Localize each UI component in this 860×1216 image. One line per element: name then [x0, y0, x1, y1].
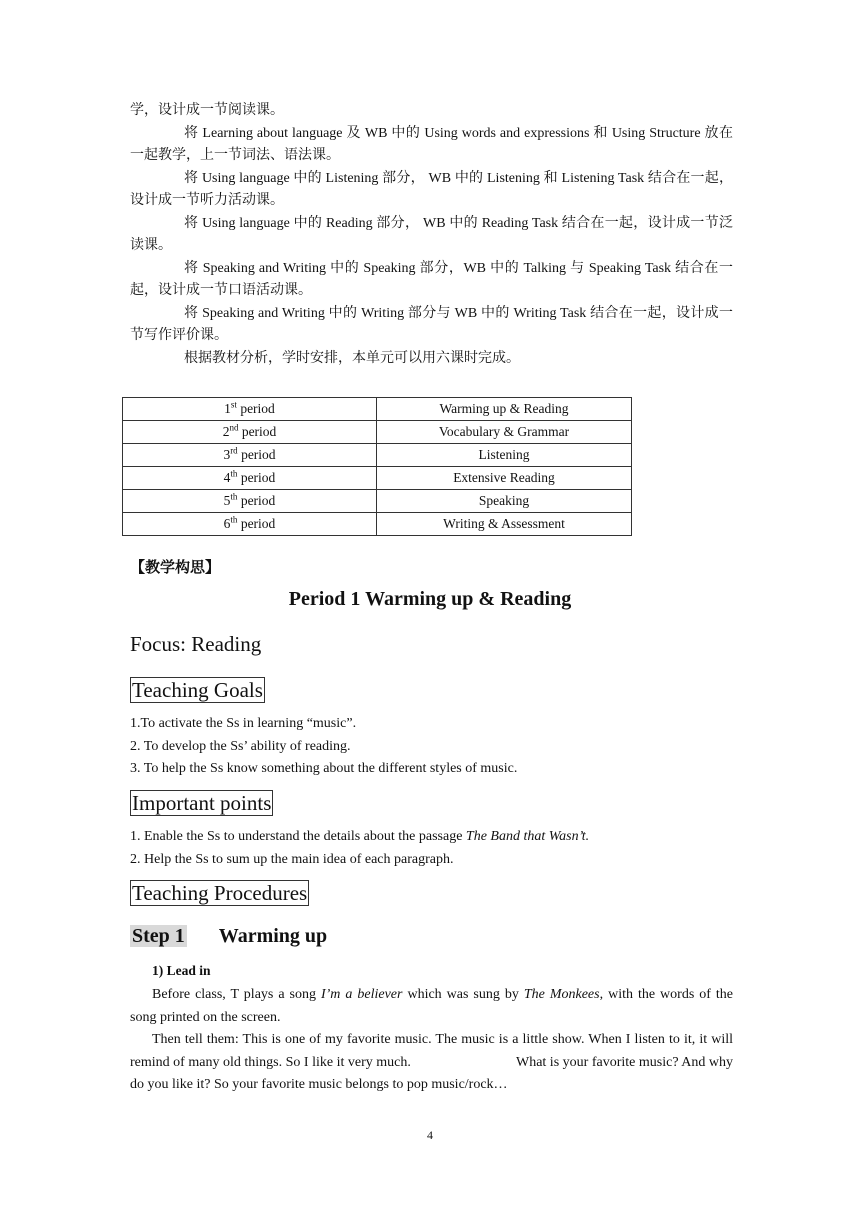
lead-in-heading: 1) Lead in [152, 963, 211, 978]
period-content-cell: Speaking [377, 490, 632, 513]
intro-para-6: 根据教材分析，学时安排，本单元可以用六课时完成。 [184, 350, 520, 366]
period-word: period [237, 516, 276, 531]
period-ordinal-suffix: th [230, 468, 238, 479]
points-heading: Important points [132, 791, 272, 815]
intro-para-1: 将 Learning about language 及 WB 中的 Using words and expressions 和 Using Structure 放在一起教学，上一节词法、语法课。 [130, 125, 733, 163]
goal-item: 2. To develop the Ss’ ability of reading. [130, 738, 351, 754]
period-ordinal-suffix: rd [230, 445, 238, 456]
page-number: 4 [427, 1128, 433, 1142]
period-label-cell [123, 467, 377, 490]
period-label-cell [123, 513, 377, 536]
procedures-heading: Teaching Procedures [132, 881, 308, 905]
goals-heading: Teaching Goals [132, 678, 263, 702]
intro-para-3: 将 Using language 中的 Reading 部分， WB 中的 Reading Task 结合在一起，设计成一节泛读课。 [130, 215, 733, 253]
intro-para-5: 将 Speaking and Writing 中的 Writing 部分与 WB 中的 Writing Task 结合在一起，设计成一节写作评价课。 [130, 305, 733, 343]
period-word: period [236, 401, 275, 416]
passage-title: The Band that Wasn’t. [465, 829, 590, 844]
period-row [123, 444, 632, 467]
period-number: 2 [222, 424, 230, 439]
period-number: 6 [223, 516, 231, 531]
goals-heading-box [130, 677, 265, 703]
intro-para-2: 将 Using language 中的 Listening 部分， WB 中的 Listening 和 Listening Task 结合在一起，设计成一节听力活动课。 [130, 170, 733, 208]
point-item-2: 2. Help the Ss to sum up the main idea of each paragraph. [130, 851, 454, 867]
lead-text-c: , with the words of the song printed on the screen. [130, 987, 733, 1025]
period-plan-table [122, 397, 632, 536]
period-content-cell: Vocabulary & Grammar [377, 421, 632, 444]
period-row [123, 467, 632, 490]
period-title: Period 1 Warming up & Reading [288, 588, 572, 610]
procedures-heading-box [130, 880, 309, 906]
period-number: 4 [223, 470, 231, 485]
period-content-cell: Extensive Reading [377, 467, 632, 490]
period-row [123, 398, 632, 421]
period-content-cell: Writing & Assessment [377, 513, 632, 536]
period-word: period [237, 493, 276, 508]
intro-line-0: 学，设计成一节阅读课。 [130, 103, 284, 118]
step-number: Step 1 [132, 925, 185, 947]
points-heading-box [130, 790, 273, 816]
period-ordinal-suffix: th [230, 491, 238, 502]
goal-item: 3. To help the Ss know something about the different styles of music. [130, 761, 518, 776]
lead-in-body [130, 984, 737, 1097]
period-ordinal-suffix: nd [229, 422, 239, 433]
period-word: period [238, 424, 277, 439]
period-number: 3 [223, 447, 231, 462]
points-list [130, 826, 589, 871]
lead-para [130, 984, 733, 1029]
period-label-cell [123, 398, 377, 421]
intro-para-4: 将 Speaking and Writing 中的 Speaking 部分，WB 中的 Talking 与 Speaking Task 结合在一起，设计成一节口语活动课。 [130, 260, 733, 298]
period-ordinal-suffix: th [230, 514, 238, 525]
period-label-cell [123, 444, 377, 467]
period-content-cell: Warming up & Reading [377, 398, 632, 421]
period-row [123, 513, 632, 536]
goal-item: 1.To activate the Ss in learning “music”. [130, 716, 357, 731]
period-row [123, 490, 632, 513]
lead-text-a: Before class, T plays a song [152, 987, 321, 1002]
period-label-cell [123, 490, 377, 513]
then-para: Then tell them: This is one of my favorite music. The music is a little show. When I listen to it, it will remind of many old things. So I like it very much. What is your favorite music? And why do you like it? So your favorite music belongs to pop music/rock… [130, 1032, 737, 1092]
period-number: 1 [224, 401, 231, 416]
step-1-heading [130, 925, 327, 948]
period-ordinal-suffix: st [230, 399, 237, 410]
band-name: The Monkees [523, 987, 600, 1002]
period-content-cell: Listening [377, 444, 632, 467]
period-number: 5 [223, 493, 231, 508]
point-item-1-text: 1. Enable the Ss to understand the details about the passage [130, 829, 466, 844]
lead-text-b: which was sung by [402, 987, 524, 1002]
period-label-cell [123, 421, 377, 444]
song-title: I’m a believer [320, 987, 403, 1002]
intro-text [130, 100, 733, 370]
step-title: Warming up [218, 925, 328, 947]
point-item-1 [130, 826, 589, 849]
period-row [123, 421, 632, 444]
period-word: period [237, 447, 276, 462]
period-word: period [237, 470, 276, 485]
goals-list [130, 713, 517, 781]
focus-line: Focus: Reading [130, 632, 262, 656]
section-heading: 【教学构思】 [130, 560, 221, 576]
